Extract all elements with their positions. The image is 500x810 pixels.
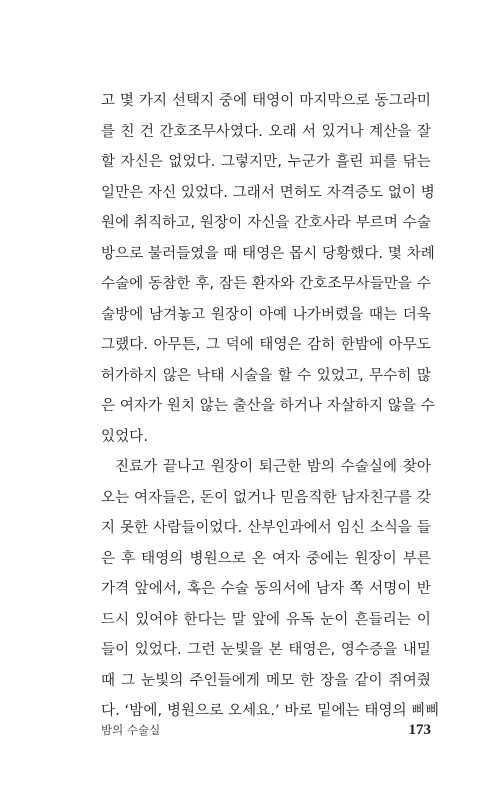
- text-line: 를 친 건 간호조무사였다. 오래 서 있거나 계산을 잘: [101, 123, 431, 140]
- text-line: 고 몇 가지 선택지 중에 태영이 마지막으로 동그라미: [101, 93, 431, 109]
- text-line: 원에 취직하고, 원장이 자신을 간호사라 부르며 수술: [101, 215, 431, 231]
- page-footer: [101, 718, 431, 742]
- text-line: 일만은 자신 있었다. 그래서 면허도 자격증도 없이 병: [101, 184, 435, 201]
- text-line: 할 자신은 없었다. 그렇지만, 누군가 흘린 피를 닦는: [101, 154, 431, 170]
- text-line: 들이 있었다. 그런 눈빛을 본 태영은, 영수증을 내밀: [101, 642, 431, 658]
- text-line: 때 그 눈빛의 주인들에게 메모 한 장을 같이 쥐여줬: [101, 672, 431, 689]
- text-line: 은 여자가 원치 않는 출산을 하거나 자살하지 않을 수: [101, 398, 435, 414]
- text-line: 지 못한 사람들이었다. 산부인과에서 임신 소식을 들: [101, 520, 431, 536]
- text-line: 그랬다. 아무튼, 그 덕에 태영은 감히 한밤에 아무도: [101, 337, 431, 353]
- text-line: 방으로 불러들였을 때 태영은 몹시 당황했다. 몇 차례: [101, 245, 435, 262]
- text-line: 술방에 남겨놓고 원장이 아예 나가버렸을 때는 더욱: [101, 306, 431, 323]
- text-line: 있었다.: [101, 428, 149, 445]
- text-line: 가격 앞에서, 혹은 수술 동의서에 남자 쪽 서명이 반: [101, 581, 431, 597]
- body-text: [101, 86, 440, 727]
- text-line: 드시 있어야 한다는 말 앞에 유독 눈이 흔들리는 이: [101, 611, 431, 628]
- running-title: 밤의 수술실: [101, 723, 161, 737]
- text-line: 오는 여자들은, 돈이 없거나 믿음직한 남자친구를 갖: [101, 489, 431, 506]
- text-line: 허가하지 않은 낙태 시술을 할 수 있었고, 무수히 많: [101, 367, 431, 384]
- paragraph-2: [101, 452, 440, 727]
- text-line: 진료가 끝나고 원장이 퇴근한 밤의 수술실에 찾아: [115, 459, 431, 475]
- text-line: 수술에 동참한 후, 잠든 환자와 간호조무사들만을 수: [101, 276, 431, 292]
- paragraph-1: [101, 86, 435, 452]
- page-number: 173: [408, 722, 431, 738]
- text-line: 은 후 태영의 병원으로 온 여자 중에는 원장이 부른: [101, 550, 431, 567]
- text-line: 다. ‘밤에, 병원으로 오세요.’ 바로 밑에는 태영의 삐삐: [101, 703, 440, 719]
